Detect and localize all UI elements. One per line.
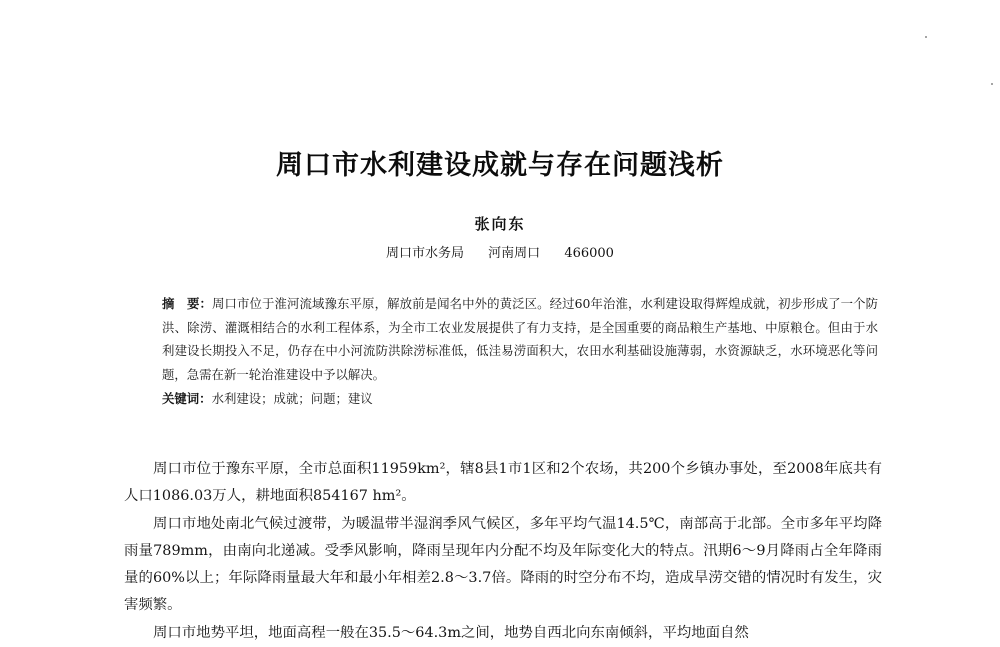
- abstract-label: 摘 要：: [162, 296, 213, 311]
- affiliation-city: 河南周口: [488, 246, 541, 261]
- scan-speck: [991, 83, 993, 85]
- affiliation-postcode: 466000: [564, 246, 614, 261]
- abstract-text: 周口市位于淮河流域豫东平原，解放前是闻名中外的黄泛区。经过60年治淮，水利建设取得辉煌成就，初步形成了一个防洪、除涝、灌溉相结合的水利工程体系，为全市工农业发展提供了有力支持，是全国重要的商品粮生产基地、中原粮仓。但由于水利建设长期投入不足，仍存在中小河流防洪除涝标准低，低洼易涝面积大，农田水利基础设施薄弱，水资源缺乏，水环境恶化等问题，急需在新一轮治淮建设中予以解决。: [162, 296, 878, 382]
- body-paragraph: 周口市地势平坦，地面高程一般在35.5～64.3m之间，地势自西北向东南倾斜，平均地面自然: [153, 624, 749, 641]
- paper-title: 周口市水利建设成就与存在问题浅析: [276, 150, 724, 181]
- author-affiliation: [0, 242, 1000, 261]
- keywords: [162, 387, 878, 411]
- affiliation-org: 周口市水务局: [386, 246, 465, 261]
- author-name: 张向东: [474, 215, 526, 233]
- body-paragraph: 周口市地处南北气候过渡带，为暖温带半湿润季风气候区，多年平均气温14.5℃，南部高于北部。全市多年平均降雨量789mm，由南向北递减。受季风影响，降雨呈现年内分配不均及年际变化大的特点。汛期6～9月降雨占全年降雨量的60%以上；年际降雨量最大年和最小年相差2.8～3.7倍。降雨的时空分布不均，造成旱涝交错的情况时有发生，灾害频繁。: [124, 515, 882, 614]
- abstract-block: [162, 292, 878, 411]
- keywords-label: 关键词：: [162, 391, 212, 407]
- scan-speck: [925, 36, 927, 38]
- keywords-text: 水利建设；成就；问题；建议: [211, 391, 373, 407]
- body-paragraph: 周口市位于豫东平原，全市总面积11959km²，辖8县1市1区和2个农场，共200个乡镇办事处，至2008年底共有人口1086.03万人，耕地面积854167 hm²。: [124, 461, 882, 505]
- abstract: [162, 292, 878, 386]
- body-text: [124, 456, 882, 647]
